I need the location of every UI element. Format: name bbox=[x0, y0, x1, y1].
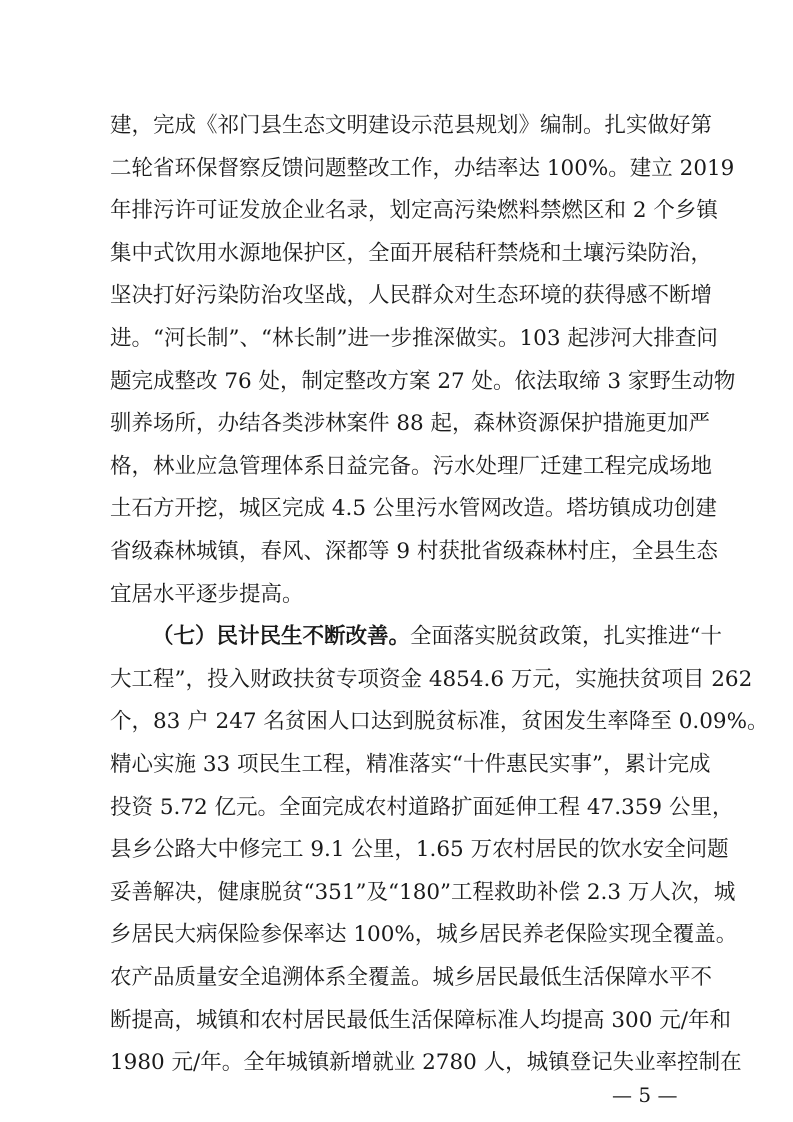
body-line: 题完成整改 76 处，制定整改方案 27 处。依法取缔 3 家野生动物 bbox=[110, 369, 736, 394]
body-line: 省级森林城镇，春风、深都等 9 村获批省级森林村庄，全县生态 bbox=[110, 539, 718, 564]
body-line: 乡居民大病保险参保率达 100%，城乡居民养老保险实现全覆盖。 bbox=[110, 922, 738, 947]
section-first-line-text: 全面落实脱贫政策，扎实推进“十 bbox=[410, 624, 723, 649]
body-line: 精心实施 33 项民生工程，精准落实“十件惠民实事”，累计完成 bbox=[110, 752, 711, 777]
body-line: 个，83 户 247 名贫困人口达到脱贫标准，贫困发生率降至 0.09%。 bbox=[110, 709, 769, 734]
body-line: 1980 元/年。全年城镇新增就业 2780 人，城镇登记失业率控制在 bbox=[110, 1050, 742, 1075]
body-line: 年排污许可证发放企业名录，划定高污染燃料禁燃区和 2 个乡镇 bbox=[110, 198, 718, 223]
body-line: 格，林业应急管理体系日益完备。污水处理厂迁建工程完成场地 bbox=[110, 454, 713, 479]
section-seven-first-line bbox=[152, 617, 723, 657]
body-line: 县乡公路大中修完工 9.1 公里，1.65 万农村居民的饮水安全问题 bbox=[110, 837, 729, 862]
body-line: 宜居水平逐步提高。 bbox=[110, 582, 304, 607]
body-line: 农产品质量安全追溯体系全覆盖。城乡居民最低生活保障水平不 bbox=[110, 965, 713, 990]
body-line: 投资 5.72 亿元。全面完成农村道路扩面延伸工程 47.359 公里， bbox=[110, 795, 734, 820]
body-line: 建，完成《祁门县生态文明建设示范县规划》编制。扎实做好第 bbox=[110, 113, 713, 138]
body-line: 二轮省环保督察反馈问题整改工作，办结率达 100%。建立 2019 bbox=[110, 156, 735, 181]
body-line: 土石方开挖，城区完成 4.5 公里污水管网改造。塔坊镇成功创建 bbox=[110, 496, 717, 521]
section-heading: （七）民计民生不断改善。 bbox=[152, 624, 411, 649]
body-line: 坚决打好污染防治攻坚战，人民群众对生态环境的获得感不断增 bbox=[110, 283, 713, 308]
body-line: 大工程”，投入财政扶贫专项资金 4854.6 万元，实施扶贫项目 262 bbox=[110, 667, 753, 692]
body-line: 驯养场所，办结各类涉林案件 88 起，森林资源保护措施更加严 bbox=[110, 411, 711, 436]
body-line: 集中式饮用水源地保护区，全面开展秸秆禁烧和土壤污染防治， bbox=[110, 241, 713, 266]
body-line: 妥善解决，健康脱贫“351”及“180”工程救助补偿 2.3 万人次，城 bbox=[110, 880, 736, 905]
body-line: 断提高，城镇和农村居民最低生活保障标准人均提高 300 元/年和 bbox=[110, 1008, 731, 1033]
page-number: — 5 — bbox=[612, 1083, 678, 1107]
body-line: 进。“河长制”、“林长制”进一步推深做实。103 起涉河大排查问 bbox=[110, 326, 718, 351]
